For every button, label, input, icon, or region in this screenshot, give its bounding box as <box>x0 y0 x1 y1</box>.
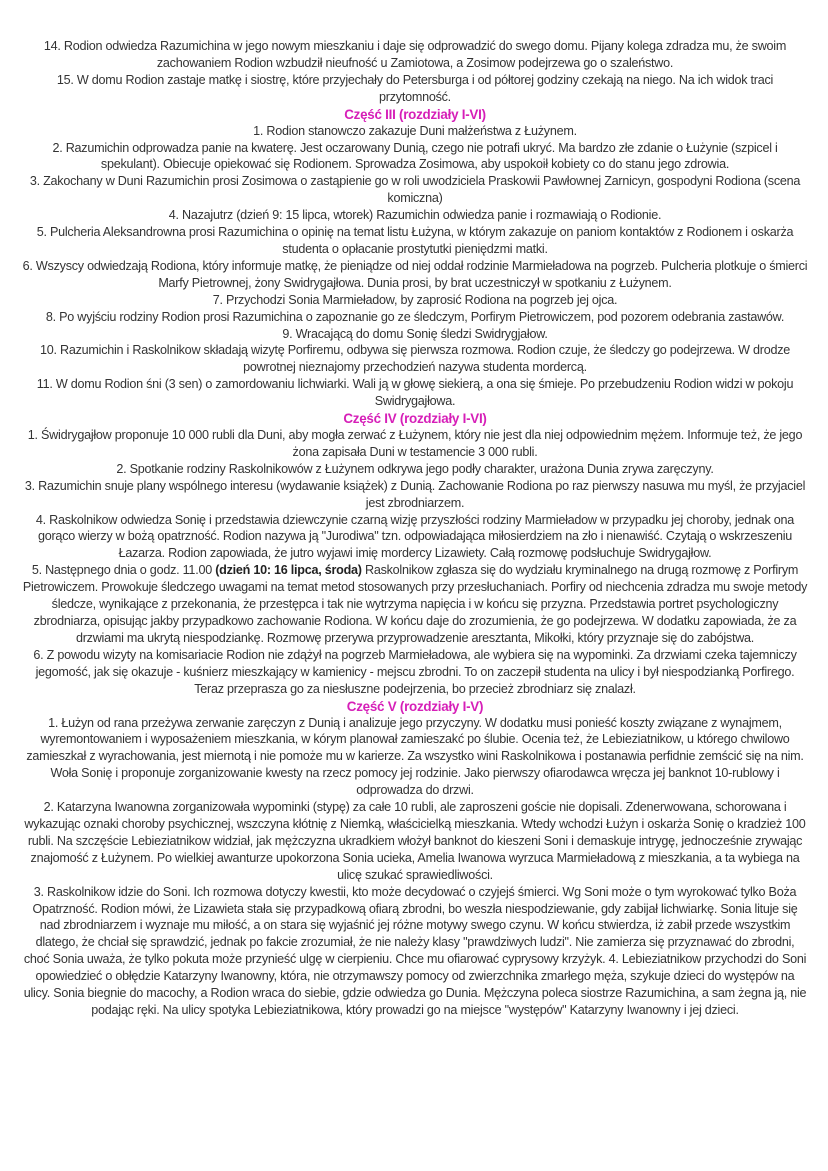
list-item: 4. Nazajutrz (dzień 9: 15 lipca, wtorek) Razumichin odwiedza panie i rozmawiają o Rodionie. <box>168 208 662 223</box>
list-item: 8. Po wyjściu rodziny Rodion prosi Razumichina o zapoznanie go ze śledczym, Porfirym Pietrowiczem, pod pozorem odebrania zastawów. <box>45 309 785 324</box>
list-item: 2. Razumichin odprowadza panie na kwaterę. Jest oczarowany Dunią, czego nie potrafi ukryć. Ma bardzo złe zdanie o Łużynie (szpicel i spekulant). Obiecuje opiekować się Rodionem. Sprowadza Zosimowa, aby uspokoił kobiety co do stanu jego zdrowia. <box>52 140 778 172</box>
list-item: 6. Wszyscy odwiedzają Rodiona, który informuje matkę, że pieniądze od niej oddał rodzinie Marmieładowa na pogrzeb. Pulcheria plotkuje o śmierci Marfy Pietrownej, żony Swidrygajłowa. Dunia prosi, by brat uczestniczył w spotkaniu z Łużynem. <box>22 258 808 290</box>
section-heading-part-4: Część IV (rozdziały I-VI) <box>343 411 487 427</box>
list-item: 1. Rodion stanowczo zakazuje Duni małżeństwa z Łużynem. <box>253 123 577 138</box>
item-text: 5. Następnego dnia o godz. 11.00 <box>31 563 216 578</box>
list-item: 1. Łużyn od rana przeżywa zerwanie zaręczyn z Dunią i analizuje jego przyczyny. W dodatku musi ponieść koszty związane z wynajmem, wyremontowaniem i wyposażeniem mieszkania, w kórym planował zamieszakć po ślubie. Ocenia też, że Lebieziatnikow, u którego chwilowo zamieszkał z wyrachowania, jest miernotą i nie pomoże mu w karierze. Za wszystko wini Raskolnikowa i postanawia perfidnie zemścić się na nim. Woła Sonię i proponuje zorganizowanie kwesty na rzecz pomocy jej rodzinie. Jako pierwszy ofiarodawca wręcza jej banknot 10-rublowy i odprowadza do drzwi. <box>26 715 804 798</box>
list-item: 11. W domu Rodion śni (3 sen) o zamordowaniu lichwiarki. Wali ją w głowę siekierą, a ona się śmieje. Po przebudzeniu Rodion widzi w pokoju Swidrygajłowa. <box>36 377 794 409</box>
list-item: 3. Razumichin snuje plany wspólnego interesu (wydawanie książek) z Dunią. Zachowanie Rodiona po raz pierwszy nasuwa mu myśl, że przyjaciel jest zbrodniarzem. <box>24 478 806 510</box>
section-heading-part-3: Część III (rozdziały I-VI) <box>344 106 486 122</box>
item-text: Raskolnikow zgłasza się do wydziału kryminalnego na drugą rozmowę z Porfirym Pietrowiczem. Prowokuje śledczego uwagami na temat metod stosowanych przy przesłuchaniach. Porfiry od niechcenia zdradza mu swoje metody śledcze, wynikające z przekonania, że przestępca i tak nie wytrzyma napięcia i w końcu się przyzna. Przedstawia portret psychologiczny zbrodniarza, opisując jakby przypadkowo zachowanie Rodiona. W końcu daje do zrozumienia, że go podejrzewa. W dodatku zapowiada, że za drzwiami ma ukrytą niespodziankę. Rozmowę przerywa przyprowadzenie aresztanta, Mikołki, który przyznaje się do zabójstwa. <box>22 563 808 645</box>
list-item: 5. Pulcheria Aleksandrowna prosi Razumichina o opinię na temat listu Łużyna, w którym zakazuje on paniom kontaktów z Rodionem i oskarża studenta o opłacanie prostytutki pieniędzmi matki. <box>36 225 794 256</box>
list-item: 9. Wracającą do domu Sonię śledzi Swidrygjałow. <box>282 326 548 341</box>
list-item: 4. Raskolnikow odwiedza Sonię i przedstawia dziewczynie czarną wizję przyszłości rodziny Marmieładow w przypadku jej choroby, jednak ona gorąco wierzy w bożą opatrzność. Rodion nazywa ją "Jurodiwa" tzn. odpowiadająca miłosierdziem na zło i nienawiść. Czytają o wskrzeszeniu Łazarza. Rodion zapowiada, że jutro wyjawi imię mordercy Lizawiety. Całą rozmowę podsłuchuje Swidrygajłow. <box>35 512 795 561</box>
list-item: 14. Rodion odwiedza Razumichina w jego nowym mieszkaniu i daje się odprowadzić do swego domu. Pijany kolega zdradza mu, że swoim zachowaniem Rodion wzbudził nieufność u Zamiotowa, a Zosimow podejrzewa go o szaleństwo. <box>43 39 787 70</box>
document-page <box>22 38 808 1019</box>
list-item: 7. Przychodzi Sonia Marmieładow, by zaprosić Rodiona na pogrzeb jej ojca. <box>212 292 618 307</box>
list-item: 2. Katarzyna Iwanowna zorganizowała wypominki (stypę) za całe 10 rubli, ale zaproszeni goście nie dopisali. Zdenerwowana, schorowana i wykazując oznaki choroby psychicznej, wszczyna kłótnię z Niemką, właścicielką mieszkania. Wtedy wchodzi Łużyn i oskarża Sonię o kradzież 100 rubli. Na szczęście Lebieziatnikow widział, jak mężczyzna ukradkiem włożył banknot do kieszeni Soni i demaskuje intrygę, jednocześnie zrywając znajomość z Łużynem. Po wielkiej awanturze upokorzona Sonia ucieka, Amelia Iwanowa wyrzuca Marmieładową z mieszkania, a ta wybiega na ulicę szukać sprawiedliwości. <box>24 800 806 882</box>
list-item: 3. Raskolnikow idzie do Soni. Ich rozmowa dotyczy kwestii, kto może decydować o czyjejś śmierci. Wg Soni może o tym wyrokować tylko Boża Opatrzność. Rodion mówi, że Lizawieta stała się przypadkową ofiarą zbrodni, bo weszła niespodziewanie, gdy zabijał lichwiarkę. Sonia lituje się nad zbrodniarzem i wyznaje mu miłość, a on stara się wyjaśnić jej różne motywy swego czynu. W końcu stwierdza, iż zabił przede wszystkim dlatego, że chciał się sprawdzić, jednak po fakcie zrozumiał, że nie należy klasy "prawdziwych ludzi". Nie zamierza się przyznawać do zbrodni, choć Sonia uważa, że tylko pokuta może przynieść ulgę w cierpieniu. Chce mu ofiarować cyprysowy krzyżyk. 4. Lebieziatnikow przychodzi do Soni opowiedzieć o obłędzie Katarzyny Iwanowny, która, nie otrzymawszy pomocy od zwierzchnika zmarłego męża, szykuje dzieci do występów na ulicy. Sonia biegnie do macochy, a Rodion wraca do siebie, gdzie odwiedza go Dunia. Mężczyna poleca siostrze Razumichina, a sam żegna ją, nie podając ręki. Na ulicy spotyka Lebieziatnikowa, który prowadzi go na miejsce "występów" Katarzyny Iwanowny i jej dzieci. <box>23 884 807 1017</box>
list-item: 2. Spotkanie rodziny Raskolnikowów z Łużynem odkrywa jego podły charakter, urażona Dunia zrywa zaręczyny. <box>116 461 714 476</box>
list-item: 10. Razumichin i Raskolnikow składają wizytę Porfiremu, odbywa się pierwsza rozmowa. Rodion czuje, że śledczy go podejrzewa. W drodze powrotnej nieznajomy przechodzień nazywa studenta mordercą. <box>40 343 790 375</box>
list-item: 1. Świdrygajłow proponuje 10 000 rubli dla Duni, aby mogła zerwać z Łużynem, który nie jest dla niej odpowiednim mężem. Informuje też, że jego żona zapisała Duni w testamencie 3 000 rubli. <box>27 428 803 459</box>
list-item: 6. Z powodu wizyty na komisariacie Rodion nie zdążył na pogrzeb Marmieładowa, ale wybiera się na wypominki. Za drzwiami czeka tajemniczy jegomość, jak się okazuje - kuśnierz mieszkający w kamienicy - mejscu zbrodni. To on zaczepił studenta na ulicy i był niespodzianką Porfirego. Teraz przeprasza go za niesłuszne podejrzenia, bo przecież zbrodniarz się znalazł. <box>33 647 797 696</box>
section-heading-part-5: Część V (rozdziały I-V) <box>346 698 484 714</box>
list-item: 15. W domu Rodion zastaje matkę i siostrę, które przyjechały do Petersburga i od półtorej godziny czekają na niego. Na ich widok traci przytomność. <box>56 72 774 104</box>
list-item <box>22 562 808 647</box>
list-item: 3. Zakochany w Duni Razumichin prosi Zosimowa o zastąpienie go w roli uwodziciela Praskowii Pawłownej Zarnicyn, gospodyni Rodiona (scena komiczna) <box>29 174 801 206</box>
date-highlight: (dzień 10: 16 lipca, środa) <box>215 563 362 578</box>
